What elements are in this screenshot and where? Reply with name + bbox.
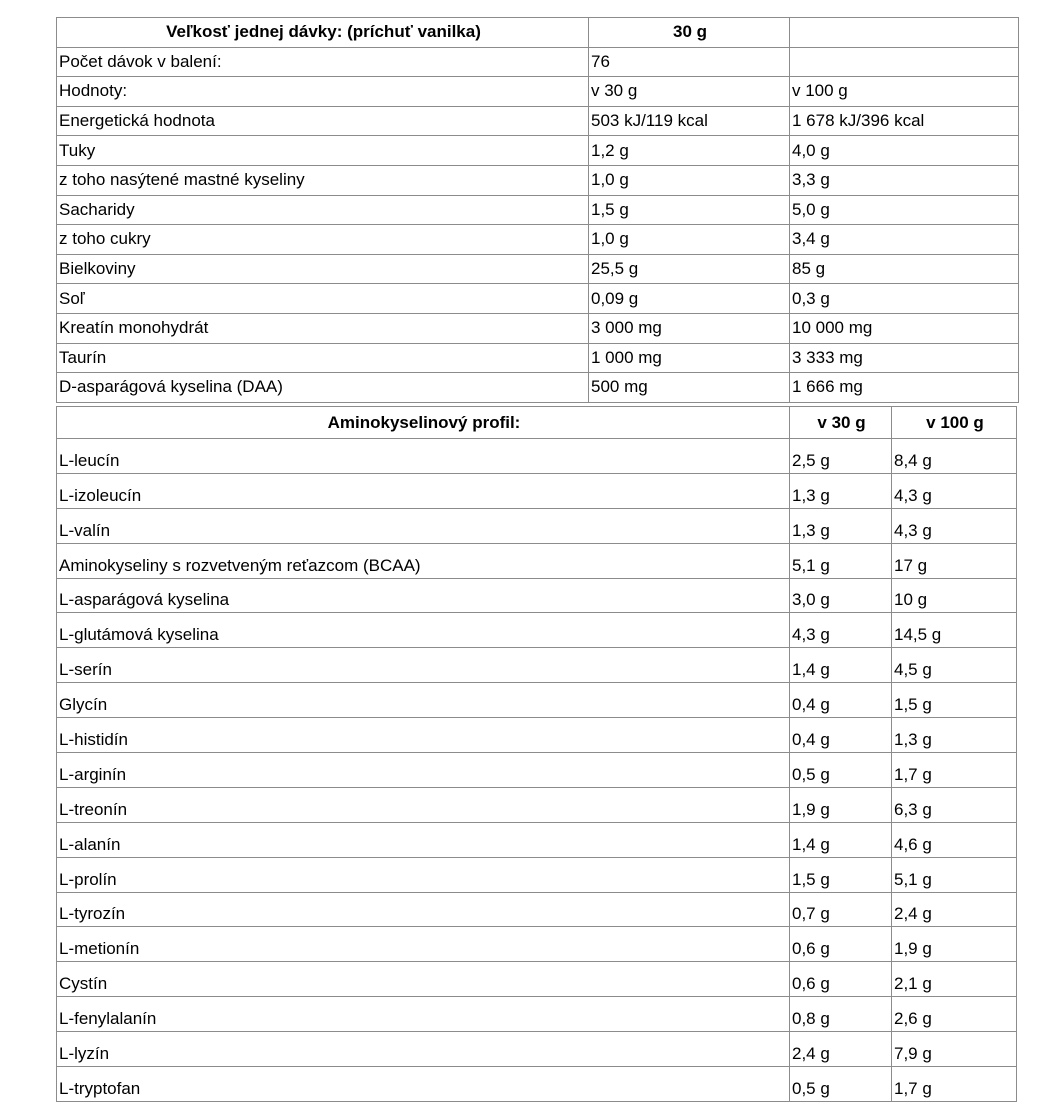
amino-value-100g: 1,3 g: [892, 718, 1017, 753]
nutrition-label: Hodnoty:: [57, 77, 589, 107]
amino-label: L-histidín: [57, 718, 790, 753]
amino-row: [57, 683, 1017, 718]
nutrition-row: [57, 195, 1019, 225]
nutrition-label: Soľ: [57, 284, 589, 314]
amino-value-30g: 2,5 g: [790, 439, 892, 474]
nutrition-value-100g: 1 666 mg: [790, 373, 1019, 403]
amino-value-100g: 6,3 g: [892, 787, 1017, 822]
amino-label: L-izoleucín: [57, 473, 790, 508]
nutrition-label: z toho nasýtené mastné kyseliny: [57, 165, 589, 195]
amino-row: [57, 613, 1017, 648]
nutrition-value-100g: [790, 47, 1019, 77]
amino-col-v30: v 30 g: [790, 407, 892, 439]
amino-label: L-alanín: [57, 822, 790, 857]
nutrition-label: Bielkoviny: [57, 254, 589, 284]
amino-row: [57, 787, 1017, 822]
serving-size-value: 30 g: [589, 18, 790, 48]
nutrition-row: [57, 136, 1019, 166]
amino-value-30g: 0,6 g: [790, 927, 892, 962]
nutrition-row: [57, 77, 1019, 107]
nutrition-value-30g: 1,2 g: [589, 136, 790, 166]
amino-row: [57, 473, 1017, 508]
amino-row: [57, 892, 1017, 927]
amino-row: [57, 439, 1017, 474]
nutrition-row: [57, 284, 1019, 314]
amino-label: L-valín: [57, 508, 790, 543]
amino-value-30g: 0,6 g: [790, 962, 892, 997]
amino-label: L-tryptofan: [57, 1067, 790, 1102]
amino-label: L-fenylalanín: [57, 997, 790, 1032]
nutrition-value-30g: 25,5 g: [589, 254, 790, 284]
nutrition-label: Počet dávok v balení:: [57, 47, 589, 77]
serving-size-extra: [790, 18, 1019, 48]
serving-size-label: Veľkosť jednej dávky: (príchuť vanilka): [57, 18, 589, 48]
amino-value-30g: 1,9 g: [790, 787, 892, 822]
amino-label: Cystín: [57, 962, 790, 997]
nutrition-value-100g: 4,0 g: [790, 136, 1019, 166]
nutrition-row: [57, 165, 1019, 195]
amino-value-30g: 0,5 g: [790, 1067, 892, 1102]
nutrition-value-30g: 1 000 mg: [589, 343, 790, 373]
amino-value-30g: 3,0 g: [790, 578, 892, 613]
amino-value-100g: 7,9 g: [892, 1032, 1017, 1067]
amino-value-30g: 2,4 g: [790, 1032, 892, 1067]
nutrition-row: [57, 254, 1019, 284]
amino-value-100g: 4,5 g: [892, 648, 1017, 683]
amino-row: [57, 508, 1017, 543]
amino-value-30g: 5,1 g: [790, 543, 892, 578]
amino-value-100g: 17 g: [892, 543, 1017, 578]
amino-label: Aminokyseliny s rozvetveným reťazcom (BCAA): [57, 543, 790, 578]
amino-value-30g: 1,4 g: [790, 822, 892, 857]
nutrition-value-30g: 1,0 g: [589, 225, 790, 255]
amino-row: [57, 1067, 1017, 1102]
nutrition-label: Sacharidy: [57, 195, 589, 225]
nutrition-value-100g: 3,4 g: [790, 225, 1019, 255]
amino-value-30g: 1,5 g: [790, 857, 892, 892]
amino-value-100g: 14,5 g: [892, 613, 1017, 648]
amino-row: [57, 857, 1017, 892]
nutrition-row: [57, 225, 1019, 255]
amino-value-100g: 1,9 g: [892, 927, 1017, 962]
amino-value-100g: 5,1 g: [892, 857, 1017, 892]
amino-value-30g: 0,8 g: [790, 997, 892, 1032]
nutrition-header-row: [57, 18, 1019, 48]
amino-value-100g: 1,5 g: [892, 683, 1017, 718]
nutrition-value-30g: 76: [589, 47, 790, 77]
amino-row: [57, 1032, 1017, 1067]
nutrition-value-100g: v 100 g: [790, 77, 1019, 107]
nutrition-value-100g: 85 g: [790, 254, 1019, 284]
amino-row: [57, 822, 1017, 857]
amino-value-30g: 1,4 g: [790, 648, 892, 683]
amino-value-30g: 0,5 g: [790, 753, 892, 788]
amino-value-30g: 1,3 g: [790, 473, 892, 508]
nutrition-value-30g: 3 000 mg: [589, 313, 790, 343]
nutrition-label: z toho cukry: [57, 225, 589, 255]
amino-row: [57, 997, 1017, 1032]
amino-value-100g: 2,6 g: [892, 997, 1017, 1032]
nutrition-label: Taurín: [57, 343, 589, 373]
amino-header-row: [57, 407, 1017, 439]
nutrition-value-30g: 1,5 g: [589, 195, 790, 225]
amino-row: [57, 648, 1017, 683]
amino-value-100g: 2,1 g: [892, 962, 1017, 997]
amino-label: L-tyrozín: [57, 892, 790, 927]
nutrition-value-100g: 1 678 kJ/396 kcal: [790, 106, 1019, 136]
amino-row: [57, 578, 1017, 613]
amino-value-30g: 0,7 g: [790, 892, 892, 927]
amino-value-30g: 0,4 g: [790, 683, 892, 718]
amino-value-100g: 10 g: [892, 578, 1017, 613]
amino-value-100g: 4,3 g: [892, 473, 1017, 508]
amino-value-30g: 1,3 g: [790, 508, 892, 543]
amino-label: L-treonín: [57, 787, 790, 822]
nutrition-row: [57, 106, 1019, 136]
nutrition-row: [57, 47, 1019, 77]
amino-label: L-arginín: [57, 753, 790, 788]
amino-label: L-asparágová kyselina: [57, 578, 790, 613]
amino-label: L-glutámová kyselina: [57, 613, 790, 648]
amino-value-30g: 0,4 g: [790, 718, 892, 753]
amino-row: [57, 718, 1017, 753]
amino-value-100g: 2,4 g: [892, 892, 1017, 927]
amino-label: L-lyzín: [57, 1032, 790, 1067]
nutrition-value-30g: 503 kJ/119 kcal: [589, 106, 790, 136]
amino-value-100g: 8,4 g: [892, 439, 1017, 474]
nutrition-value-100g: 3,3 g: [790, 165, 1019, 195]
amino-value-100g: 4,6 g: [892, 822, 1017, 857]
nutrition-row: [57, 343, 1019, 373]
amino-profile-title: Aminokyselinový profil:: [57, 407, 790, 439]
nutrition-label: Kreatín monohydrát: [57, 313, 589, 343]
amino-row: [57, 543, 1017, 578]
amino-value-30g: 4,3 g: [790, 613, 892, 648]
amino-label: L-serín: [57, 648, 790, 683]
amino-col-v100: v 100 g: [892, 407, 1017, 439]
amino-row: [57, 927, 1017, 962]
nutrition-value-30g: 500 mg: [589, 373, 790, 403]
nutrition-table: [56, 17, 1019, 403]
amino-profile-table: [56, 406, 1017, 1102]
nutrition-value-100g: 5,0 g: [790, 195, 1019, 225]
amino-label: L-prolín: [57, 857, 790, 892]
amino-row: [57, 753, 1017, 788]
amino-value-100g: 1,7 g: [892, 1067, 1017, 1102]
amino-label: L-leucín: [57, 439, 790, 474]
nutrition-label: Tuky: [57, 136, 589, 166]
nutrition-label: Energetická hodnota: [57, 106, 589, 136]
nutrition-value-100g: 0,3 g: [790, 284, 1019, 314]
nutrition-row: [57, 313, 1019, 343]
nutrition-value-30g: 1,0 g: [589, 165, 790, 195]
nutrition-value-100g: 10 000 mg: [790, 313, 1019, 343]
amino-label: L-metionín: [57, 927, 790, 962]
nutrition-value-30g: v 30 g: [589, 77, 790, 107]
amino-value-100g: 1,7 g: [892, 753, 1017, 788]
nutrition-value-30g: 0,09 g: [589, 284, 790, 314]
amino-label: Glycín: [57, 683, 790, 718]
amino-value-100g: 4,3 g: [892, 508, 1017, 543]
nutrition-row: [57, 373, 1019, 403]
nutrition-value-100g: 3 333 mg: [790, 343, 1019, 373]
amino-row: [57, 962, 1017, 997]
nutrition-label: D-asparágová kyselina (DAA): [57, 373, 589, 403]
